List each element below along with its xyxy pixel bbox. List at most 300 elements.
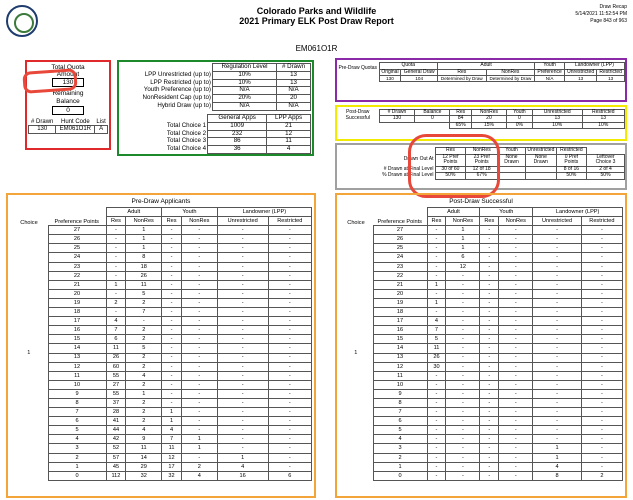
table-cell: 1	[126, 226, 162, 235]
table-cell: -	[182, 317, 218, 326]
table-cell: -	[427, 435, 446, 444]
regulation-row	[120, 95, 311, 103]
table-cell: 7	[162, 435, 182, 444]
table-cell: 1	[126, 389, 162, 398]
table-cell: 25	[373, 244, 427, 253]
table-cell: -	[446, 335, 480, 344]
table-cell: -	[533, 235, 581, 244]
table-cell: -	[499, 253, 533, 262]
table-cell: -	[480, 244, 499, 253]
table-cell: -	[268, 462, 311, 471]
drawnout-pct: 67%	[466, 173, 498, 180]
table-row	[339, 444, 623, 453]
table-cell: -	[499, 326, 533, 335]
table-cell: 22	[373, 271, 427, 280]
table-cell: -	[533, 326, 581, 335]
regulation-cell: Youth Preference (up to)	[143, 86, 211, 94]
table-cell: -	[581, 298, 622, 307]
table-cell: 13	[373, 353, 427, 362]
youth-col-2: Youth	[480, 208, 533, 217]
table-cell: 2	[126, 298, 162, 307]
drawnout-pct	[526, 173, 557, 180]
table-cell: -	[446, 389, 480, 398]
table-cell: -	[446, 398, 480, 407]
landowner-col-2: Landowner (LPP)	[533, 208, 623, 217]
hunt-code-label: Hunt Code	[60, 118, 90, 125]
predraw-col: Preference	[535, 69, 565, 76]
table-cell: -	[499, 244, 533, 253]
apps-cell: 36	[208, 146, 267, 154]
predraw-col: NonRes	[486, 69, 535, 76]
apps-table	[120, 114, 311, 154]
table-row	[339, 262, 623, 271]
drawn-header: # Drawn	[277, 64, 311, 72]
table-cell: 14	[373, 344, 427, 353]
post-success-table	[339, 207, 623, 481]
table-cell: -	[106, 226, 126, 235]
table-row	[10, 253, 312, 262]
table-row	[339, 271, 623, 280]
table-cell: -	[427, 462, 446, 471]
column-header: Unrestricted	[533, 217, 581, 226]
table-cell: -	[427, 289, 446, 298]
table-cell: 11	[48, 371, 106, 380]
table-cell: -	[427, 471, 446, 480]
drawn-table	[28, 119, 108, 134]
table-cell: -	[533, 408, 581, 417]
drawnout-pct: 50%	[587, 173, 625, 180]
table-cell: 3	[48, 444, 106, 453]
table-cell: -	[446, 362, 480, 371]
table-cell: 4	[182, 471, 218, 480]
table-cell: -	[268, 435, 311, 444]
table-cell: 1	[427, 298, 446, 307]
column-header: Res	[162, 217, 182, 226]
regulation-level-header: Regulation Level	[213, 64, 277, 72]
table-cell: -	[162, 271, 182, 280]
table-cell: -	[217, 308, 268, 317]
table-row	[10, 280, 312, 289]
table-cell: -	[581, 335, 622, 344]
table-cell: -	[480, 271, 499, 280]
table-cell: -	[581, 244, 622, 253]
table-cell: -	[480, 280, 499, 289]
table-cell: -	[162, 308, 182, 317]
table-cell: -	[480, 462, 499, 471]
table-row	[339, 380, 623, 389]
table-cell: -	[427, 244, 446, 253]
table-cell: -	[427, 253, 446, 262]
table-cell: -	[446, 344, 480, 353]
table-cell: -	[446, 426, 480, 435]
table-cell: -	[182, 235, 218, 244]
drawnout-val: Leftover Choice 3	[587, 154, 625, 166]
table-row	[339, 453, 623, 462]
table-cell: -	[217, 317, 268, 326]
table-cell: 4	[533, 462, 581, 471]
table-row	[10, 408, 312, 417]
table-cell: -	[106, 235, 126, 244]
drawnout-col: Youth	[498, 148, 526, 155]
table-cell: -	[217, 435, 268, 444]
column-header: NonRes	[182, 217, 218, 226]
table-cell: -	[126, 317, 162, 326]
table-cell: -	[480, 253, 499, 262]
predraw-quotas-box	[335, 58, 627, 102]
remaining-label: Remaining Balance	[52, 90, 84, 105]
column-header: NonRes	[446, 217, 480, 226]
choice-header-2: Choice	[347, 219, 365, 226]
drawnout-pct: 50%	[435, 173, 466, 180]
table-cell: -	[499, 344, 533, 353]
table-cell: -	[480, 326, 499, 335]
table-cell: -	[217, 226, 268, 235]
table-cell: 17	[162, 462, 182, 471]
table-cell: 10	[373, 380, 427, 389]
table-cell: 10	[48, 380, 106, 389]
table-cell: -	[427, 262, 446, 271]
table-row	[339, 435, 623, 444]
table-cell: 52	[106, 444, 126, 453]
table-row	[339, 253, 623, 262]
table-cell: -	[499, 417, 533, 426]
table-cell: -	[480, 262, 499, 271]
table-cell: -	[581, 326, 622, 335]
table-cell: 5	[126, 289, 162, 298]
table-cell: -	[499, 398, 533, 407]
table-cell: -	[217, 289, 268, 298]
table-cell: -	[162, 398, 182, 407]
list-value: A	[95, 126, 108, 134]
table-cell: -	[581, 398, 622, 407]
table-cell: 2	[126, 335, 162, 344]
postdraw-col: Youth	[506, 109, 532, 116]
table-cell: -	[268, 271, 311, 280]
table-cell: -	[162, 353, 182, 362]
table-cell: 1	[48, 462, 106, 471]
table-cell: 4	[48, 435, 106, 444]
table-row	[339, 344, 623, 353]
table-cell: 2	[126, 398, 162, 407]
table-cell: 2	[581, 471, 622, 480]
table-cell: -	[480, 398, 499, 407]
table-cell: -	[427, 453, 446, 462]
table-row	[10, 417, 312, 426]
quota-header: Quota	[379, 63, 438, 70]
table-cell: -	[533, 335, 581, 344]
table-cell: 26	[373, 235, 427, 244]
table-row	[10, 317, 312, 326]
drawn-value: 130	[29, 126, 56, 134]
table-cell: -	[480, 435, 499, 444]
table-row	[339, 471, 623, 480]
regulation-cell: Hybrid Draw (up to)	[157, 102, 211, 110]
table-cell: 4	[162, 426, 182, 435]
table-cell: 1	[217, 453, 268, 462]
table-cell: -	[182, 244, 218, 253]
table-cell: -	[162, 335, 182, 344]
table-cell: -	[182, 226, 218, 235]
table-cell: -	[533, 389, 581, 398]
predraw-col: Restricted	[597, 69, 625, 76]
table-row	[10, 298, 312, 307]
table-cell: -	[106, 253, 126, 262]
table-cell: 0	[373, 471, 427, 480]
table-cell: 37	[106, 398, 126, 407]
table-cell: -	[182, 262, 218, 271]
table-cell: -	[268, 344, 311, 353]
table-cell: -	[217, 253, 268, 262]
table-cell: 6	[48, 417, 106, 426]
table-cell: -	[581, 344, 622, 353]
table-cell: -	[499, 298, 533, 307]
table-cell: -	[182, 389, 218, 398]
table-cell: -	[581, 280, 622, 289]
drawnout-final: 12 of 18	[466, 166, 498, 173]
table-cell: -	[480, 371, 499, 380]
regulation-table	[120, 63, 311, 111]
drawnout-val: 23 Pref Points	[466, 154, 498, 166]
table-row	[10, 380, 312, 389]
table-cell: 6	[268, 471, 311, 480]
postdraw-val: 0	[506, 116, 532, 123]
pp-header-2: Preference Points	[377, 219, 422, 226]
table-cell: 2	[126, 408, 162, 417]
amount-value: 130	[52, 78, 84, 87]
postdraw-pct: 15%	[471, 122, 506, 129]
table-row	[339, 362, 623, 371]
table-cell: 11	[106, 344, 126, 353]
pct-final-label: % Drawn at Final Level	[382, 172, 434, 178]
table-cell: -	[533, 271, 581, 280]
table-cell: -	[268, 253, 311, 262]
table-cell: 41	[106, 417, 126, 426]
table-cell: 9	[48, 389, 106, 398]
table-cell: 2	[373, 453, 427, 462]
table-cell: 32	[126, 471, 162, 480]
table-cell: -	[182, 380, 218, 389]
table-cell: -	[480, 444, 499, 453]
table-row	[339, 280, 623, 289]
table-row	[339, 335, 623, 344]
table-cell: 12	[373, 362, 427, 371]
adult-col-2: Adult	[427, 208, 480, 217]
table-cell: -	[446, 308, 480, 317]
table-cell: -	[581, 417, 622, 426]
table-row	[10, 471, 312, 480]
table-cell: 17	[373, 317, 427, 326]
table-cell: -	[480, 226, 499, 235]
table-cell: -	[480, 389, 499, 398]
table-cell: -	[182, 398, 218, 407]
choice-value: 1	[27, 349, 31, 356]
table-cell: 6	[373, 417, 427, 426]
table-cell: -	[533, 289, 581, 298]
table-cell: 12	[48, 362, 106, 371]
table-cell: 7	[373, 408, 427, 417]
table-cell: -	[533, 417, 581, 426]
regulation-cell: 10%	[213, 79, 277, 87]
table-cell: -	[268, 244, 311, 253]
table-cell: 18	[373, 308, 427, 317]
apps-cell: Total Choice 4	[166, 145, 207, 153]
table-cell: -	[533, 253, 581, 262]
table-cell: -	[581, 408, 622, 417]
table-cell: -	[268, 453, 311, 462]
table-cell: -	[533, 353, 581, 362]
column-header: Res	[106, 217, 126, 226]
table-cell: 26	[106, 353, 126, 362]
table-cell: 11	[126, 280, 162, 289]
table-cell: -	[480, 408, 499, 417]
table-cell: 18	[126, 262, 162, 271]
table-row	[339, 326, 623, 335]
table-cell: -	[106, 244, 126, 253]
table-cell: -	[427, 408, 446, 417]
table-cell: -	[268, 362, 311, 371]
table-cell: 1	[182, 444, 218, 453]
table-cell: -	[446, 417, 480, 426]
youth-col: Youth	[162, 208, 218, 217]
apps-cell: 12	[267, 130, 311, 138]
predraw-col: General Draw	[401, 69, 438, 76]
table-cell: -	[217, 353, 268, 362]
apps-cell: 232	[208, 130, 267, 138]
table-row	[339, 371, 623, 380]
table-cell: -	[268, 444, 311, 453]
postdraw-val: 0	[415, 116, 450, 123]
org-title: Colorado Parks and Wildlife	[256, 6, 377, 16]
adult-header: Adult	[438, 63, 535, 70]
table-cell: 4	[427, 317, 446, 326]
table-cell: -	[268, 380, 311, 389]
table-cell: -	[162, 262, 182, 271]
table-cell: 16	[48, 326, 106, 335]
table-cell: -	[268, 298, 311, 307]
table-row	[339, 353, 623, 362]
table-cell: 3	[373, 444, 427, 453]
table-cell: -	[581, 226, 622, 235]
table-row	[10, 353, 312, 362]
table-row	[10, 435, 312, 444]
table-cell: 2	[126, 326, 162, 335]
regulation-cell: 13	[277, 71, 311, 79]
table-cell: 1	[533, 444, 581, 453]
table-cell: 55	[106, 389, 126, 398]
table-cell: -	[427, 226, 446, 235]
table-cell: -	[533, 371, 581, 380]
table-cell: -	[217, 444, 268, 453]
table-row	[10, 262, 312, 271]
table-row	[339, 244, 623, 253]
landowner-header: Landowner (LPP)	[564, 63, 624, 70]
table-cell: -	[446, 326, 480, 335]
table-cell: -	[162, 298, 182, 307]
table-cell: -	[182, 344, 218, 353]
regulation-cell: N/A	[277, 103, 311, 111]
table-cell: -	[182, 335, 218, 344]
table-row	[10, 398, 312, 407]
table-cell: -	[427, 389, 446, 398]
table-row	[339, 389, 623, 398]
table-cell: -	[581, 271, 622, 280]
predraw-title: Pre-Draw Quotas	[338, 65, 378, 72]
table-cell: 5	[126, 344, 162, 353]
table-cell: -	[162, 362, 182, 371]
postdraw-pct: 65%	[450, 122, 472, 129]
postdraw-col: # Drawn	[379, 109, 415, 116]
table-cell: 5	[373, 426, 427, 435]
table-cell: -	[533, 298, 581, 307]
postdraw-pct	[415, 122, 450, 129]
table-cell: -	[217, 362, 268, 371]
regulation-cell: 20%	[213, 95, 277, 103]
post-success-title: Post-Draw Successful	[449, 198, 513, 205]
table-row	[10, 453, 312, 462]
table-cell: -	[499, 453, 533, 462]
table-cell: -	[162, 317, 182, 326]
hunt-code-title: EM061O1R	[295, 44, 338, 53]
table-row	[10, 344, 312, 353]
table-cell: 112	[106, 471, 126, 480]
table-cell: -	[427, 426, 446, 435]
postdraw-val: 20	[471, 116, 506, 123]
table-cell: -	[446, 289, 480, 298]
table-cell: 15	[373, 335, 427, 344]
postdraw-pct: 0%	[506, 122, 532, 129]
table-cell: 27	[106, 380, 126, 389]
predraw-val: 130	[379, 76, 401, 82]
apps-row	[120, 130, 311, 138]
table-cell: -	[217, 335, 268, 344]
table-cell: 5	[427, 335, 446, 344]
table-cell: -	[581, 289, 622, 298]
apps-cell: 11	[267, 138, 311, 146]
table-cell: -	[268, 398, 311, 407]
table-cell: -	[581, 253, 622, 262]
table-cell: -	[480, 453, 499, 462]
table-cell: -	[446, 317, 480, 326]
table-cell: -	[162, 289, 182, 298]
pp-header: Preference Points	[54, 219, 99, 226]
table-cell: 8	[48, 398, 106, 407]
table-cell: -	[533, 226, 581, 235]
table-row	[10, 371, 312, 380]
column-header: Restricted	[268, 217, 311, 226]
postdraw-table	[337, 109, 625, 129]
table-cell: 11	[427, 344, 446, 353]
table-cell: -	[499, 289, 533, 298]
table-cell: -	[427, 444, 446, 453]
table-cell: -	[268, 326, 311, 335]
table-cell: 9	[126, 435, 162, 444]
table-cell: 11	[373, 371, 427, 380]
table-cell: -	[480, 317, 499, 326]
regulation-cell: LPP Restricted (up to)	[150, 78, 211, 86]
table-cell: -	[217, 380, 268, 389]
regulation-cell: N/A	[277, 87, 311, 95]
table-cell: 2	[182, 462, 218, 471]
table-cell: 21	[48, 280, 106, 289]
table-cell: 0	[48, 471, 106, 480]
predraw-val: 13	[597, 76, 625, 82]
table-cell: 27	[48, 226, 106, 235]
table-cell: 1	[446, 226, 480, 235]
table-cell: -	[162, 244, 182, 253]
table-cell: 26	[427, 353, 446, 362]
table-cell: 2	[48, 453, 106, 462]
table-cell: 55	[106, 371, 126, 380]
